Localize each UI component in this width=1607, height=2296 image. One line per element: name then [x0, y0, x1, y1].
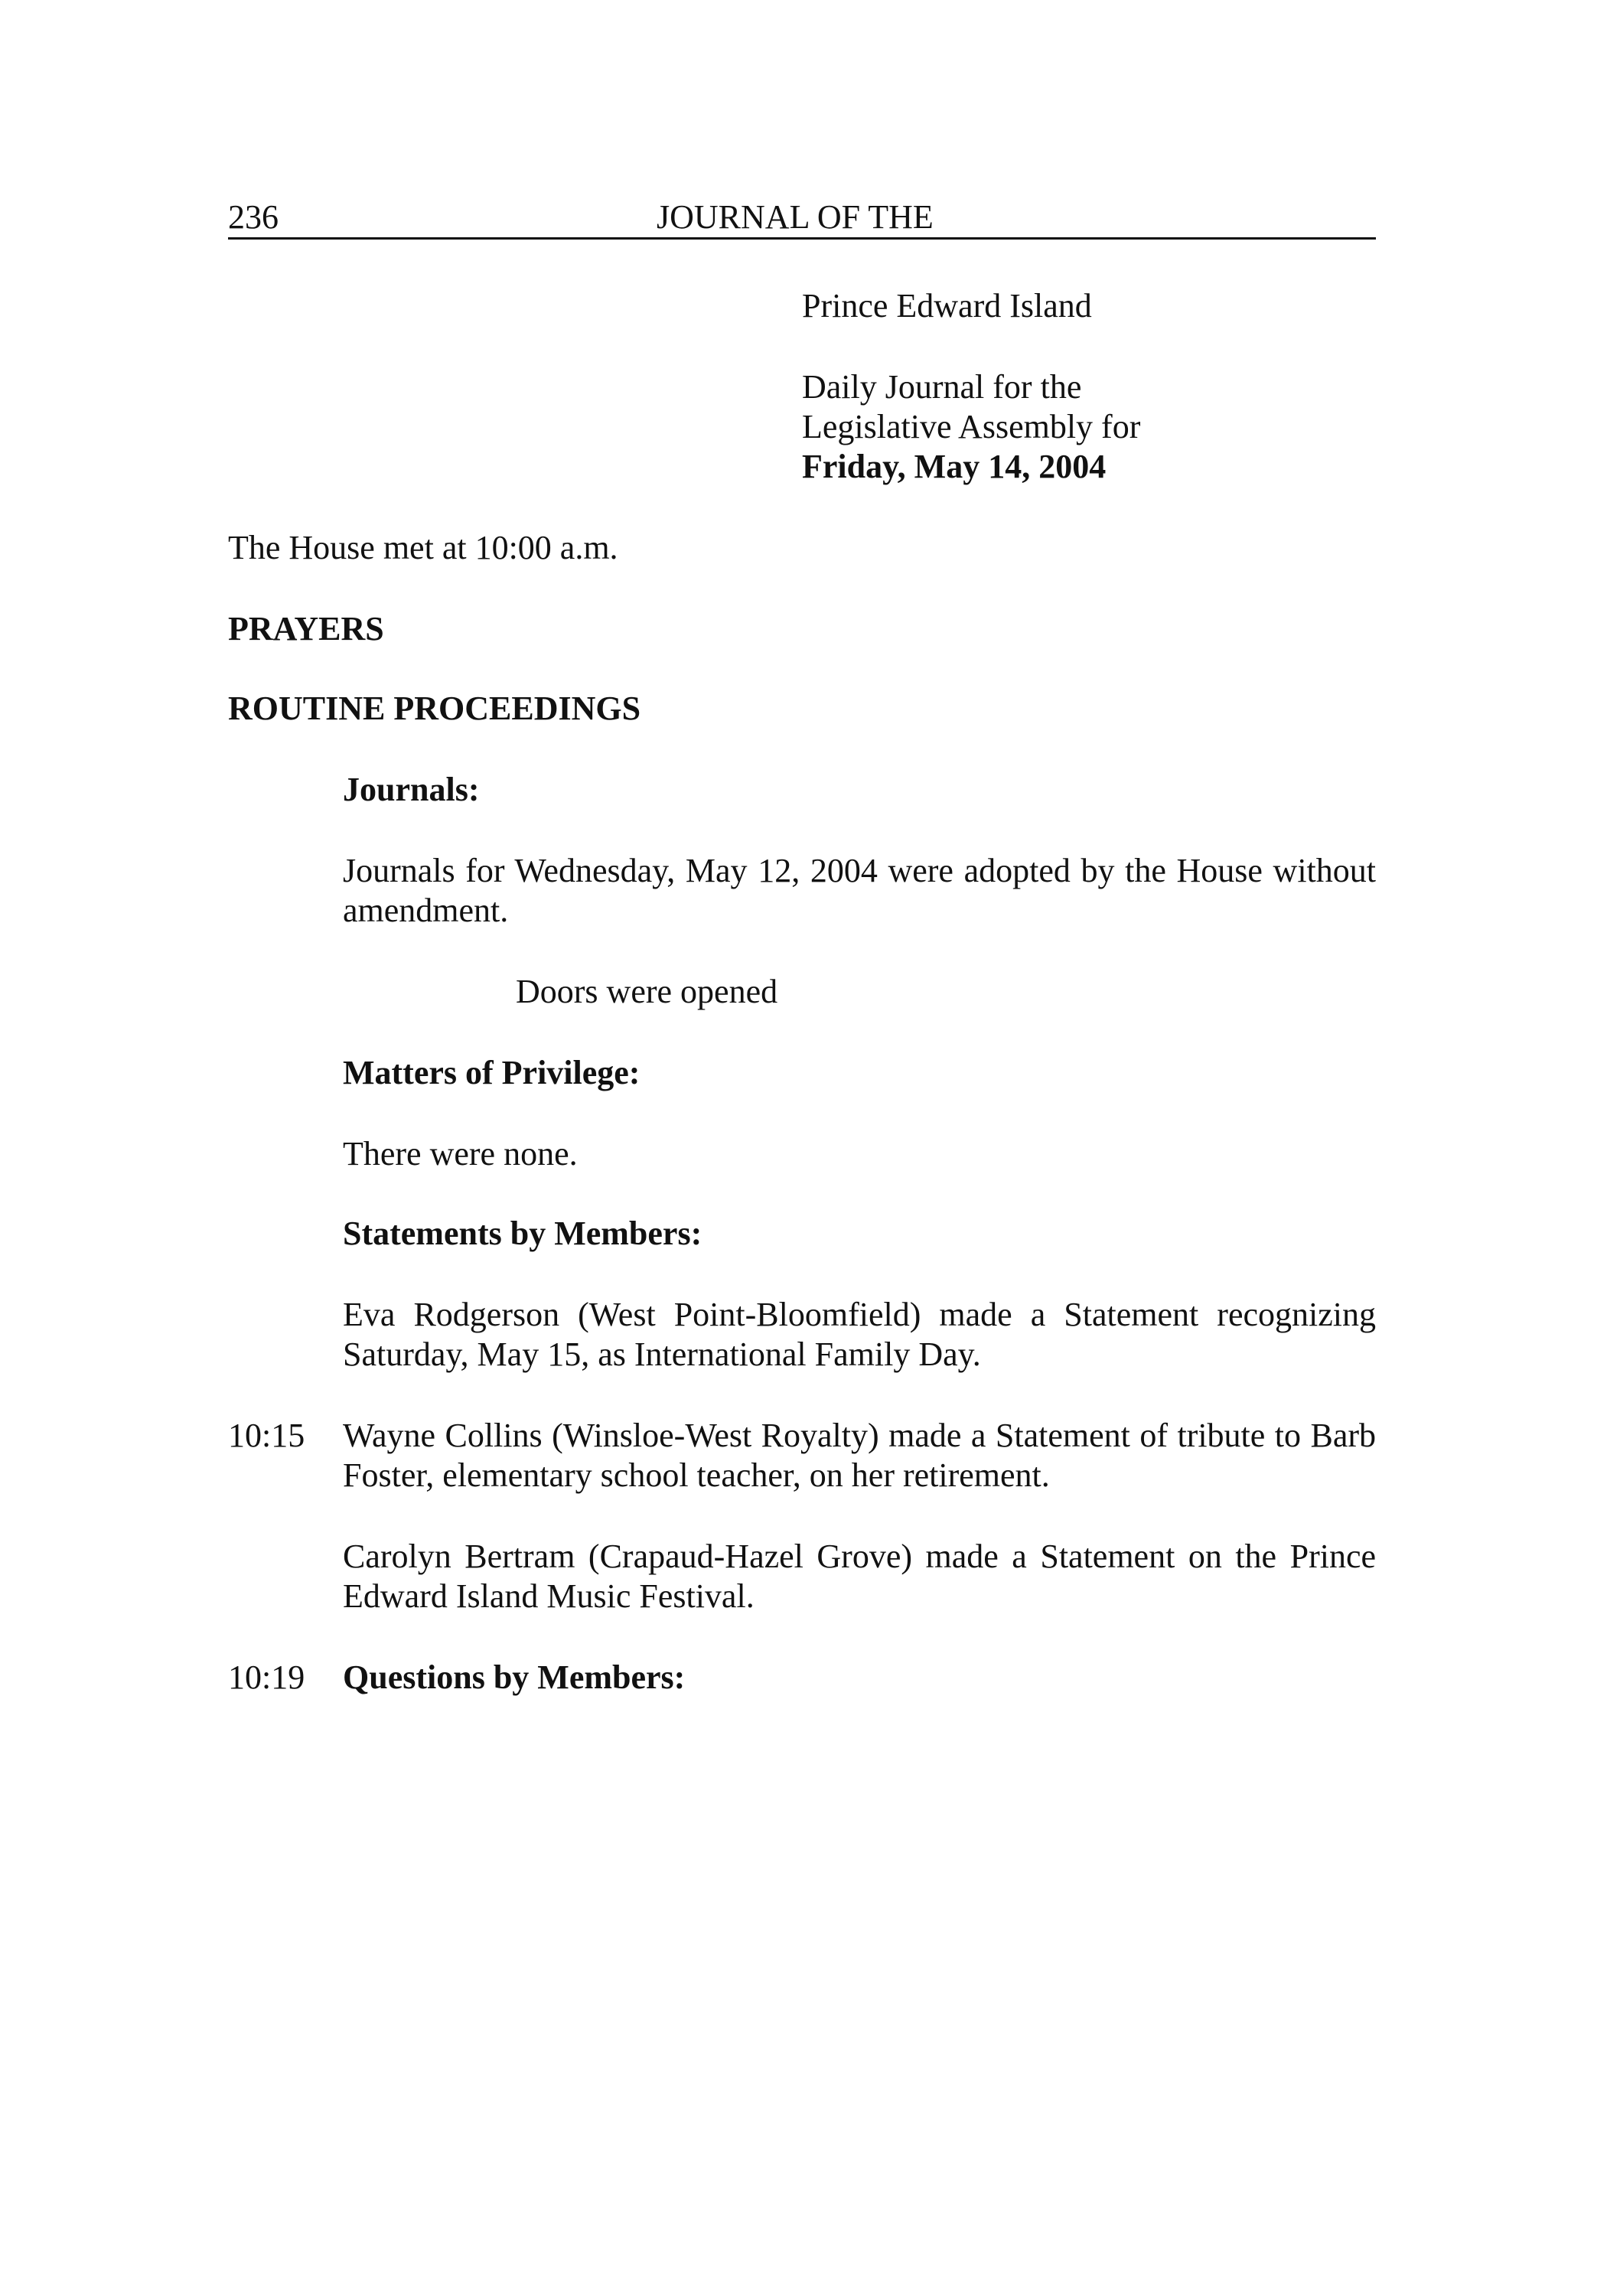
statement-item: Carolyn Bertram (Crapaud-Hazel Grove) made a Statement on the Prince Edward Island Music Festival. — [343, 1538, 1376, 1615]
journal-title-line1: Daily Journal for the — [802, 368, 1082, 406]
journal-date: Friday, May 14, 2004 — [802, 448, 1107, 485]
opening-statement: The House met at 10:00 a.m. — [228, 529, 618, 566]
doors-opened-note: Doors were opened — [516, 973, 778, 1010]
privilege-heading: Matters of Privilege: — [343, 1054, 641, 1091]
statement-item: Eva Rodgerson (West Point-Bloomfield) made a Statement recognizing Saturday, May 15, as International Family Day. — [343, 1296, 1376, 1373]
page-header — [228, 197, 1376, 240]
journals-text: Journals for Wednesday, May 12, 2004 were adopted by the House without amendment. — [343, 852, 1376, 929]
province-name: Prince Edward Island — [802, 287, 1092, 325]
questions-time: 10:19 — [228, 1658, 305, 1696]
running-title: JOURNAL OF THE — [657, 198, 934, 236]
journals-heading: Journals: — [343, 771, 480, 808]
statement-item: Wayne Collins (Winsloe-West Royalty) made a Statement of tribute to Barb Foster, elementary school teacher, on her retirement. — [343, 1417, 1376, 1494]
page-number: 236 — [228, 198, 279, 236]
journal-title-line2: Legislative Assembly for — [802, 408, 1141, 445]
privilege-text: There were none. — [343, 1135, 578, 1172]
routine-proceedings-heading: ROUTINE PROCEEDINGS — [228, 690, 641, 727]
questions-heading: Questions by Members: — [343, 1658, 686, 1696]
statement-time: 10:15 — [228, 1417, 305, 1454]
prayers-heading: PRAYERS — [228, 610, 384, 647]
statements-heading: Statements by Members: — [343, 1215, 702, 1252]
